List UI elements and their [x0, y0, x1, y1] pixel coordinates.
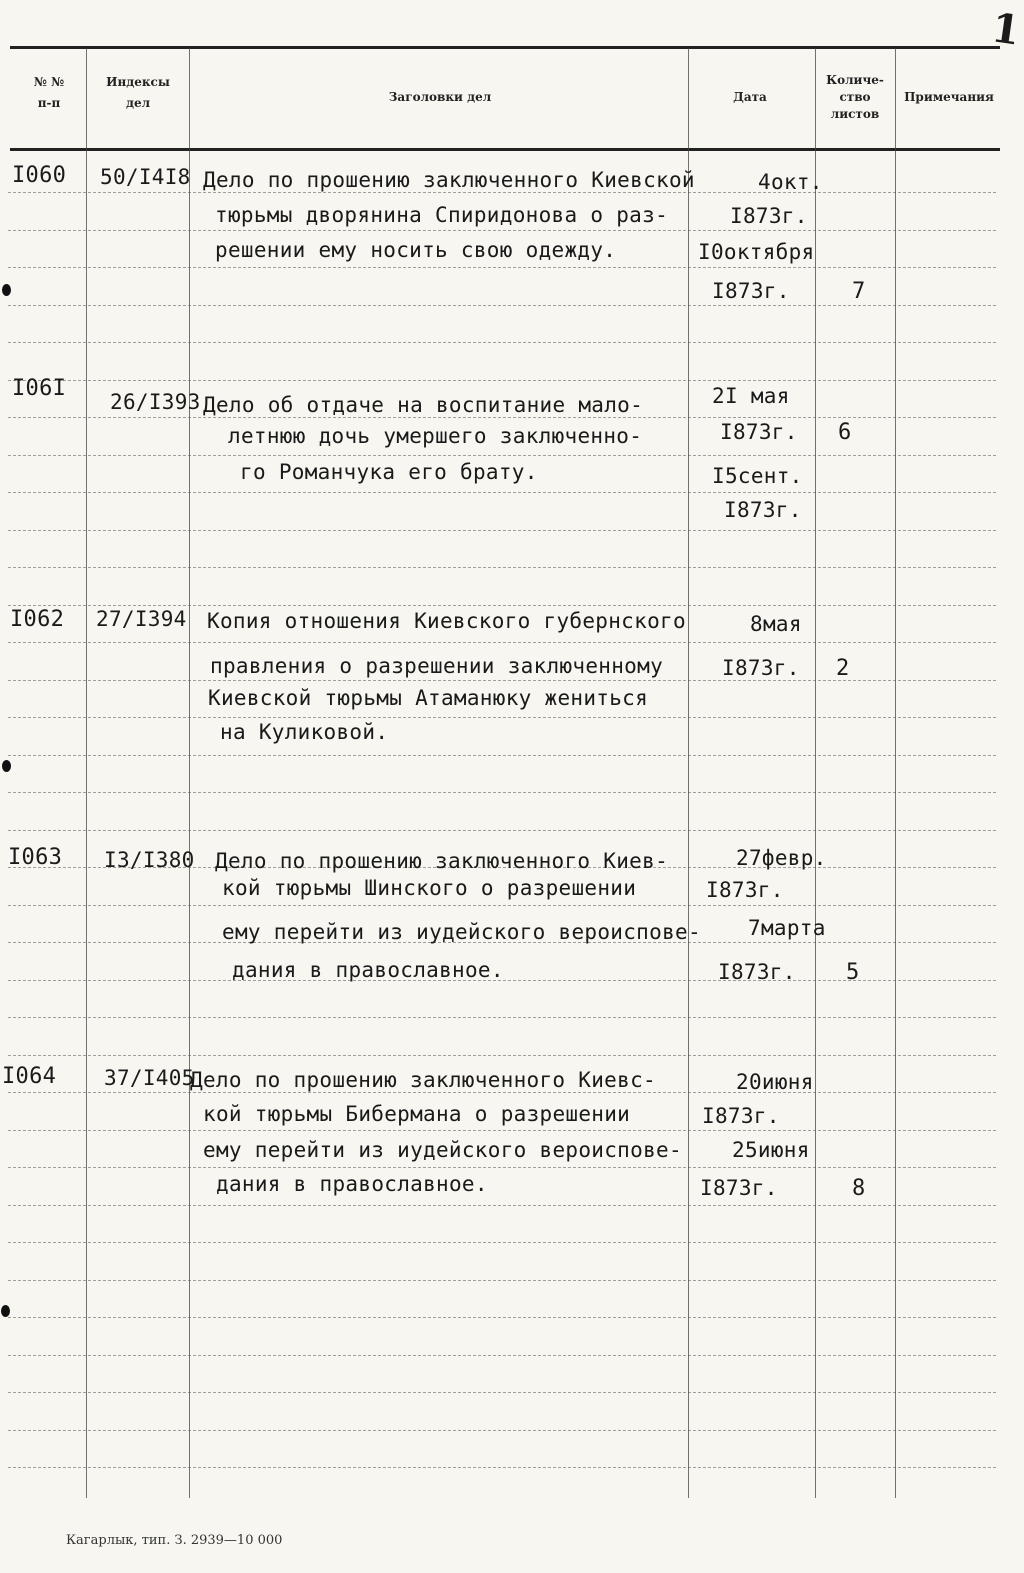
record-title-line: ему перейти из иудейского вероиспове- [203, 1138, 682, 1162]
record-num: I06I [12, 376, 67, 401]
record-index: 37/I405 [104, 1066, 195, 1090]
record-index: 26/I393 [110, 390, 201, 414]
printer-imprint: Кагарлык, тип. З. 2939—10 000 [66, 1533, 283, 1548]
ruled-line [8, 1317, 996, 1318]
record-title-line: Дело по прошению заключенного Киевс- [190, 1068, 656, 1092]
record-date-line: I0октября [698, 240, 815, 264]
record-date-line: I873г. [722, 656, 800, 680]
record-date-line: I5сент. [712, 464, 803, 488]
ruled-line [8, 717, 996, 718]
ruled-line [8, 1092, 996, 1093]
record-title-line: Копия отношения Киевского губернского [207, 609, 686, 633]
ruled-line [8, 492, 996, 493]
ruled-line [8, 455, 996, 456]
header-notes: Примечания [904, 90, 994, 104]
record-title-line: летнюю дочь умершего заключенно- [228, 424, 643, 448]
punch-hole-mark [1, 1305, 10, 1317]
record-title-line: Киевской тюрьмы Атаманюку жениться [208, 686, 649, 710]
header-top-rule [10, 46, 1000, 49]
record-title-line: го Романчука его брату. [240, 460, 538, 484]
ruled-line [8, 417, 996, 418]
ruled-line [8, 1167, 996, 1168]
ruled-line [8, 605, 996, 606]
ruled-line [8, 530, 996, 531]
record-date-line: 8мая [750, 612, 802, 636]
ruled-line [8, 642, 996, 643]
header-num: № № п-п [33, 75, 65, 110]
ruled-line [8, 1355, 996, 1356]
record-title-line: Дело по прошению заключенного Киевской [203, 168, 695, 192]
record-date-line: I873г. [700, 1176, 778, 1200]
record-date-line: I873г. [706, 878, 784, 902]
ruled-line [8, 755, 996, 756]
header-index: Индексы дел [106, 75, 170, 110]
record-date-line: I873г. [724, 498, 802, 522]
punch-hole-mark [2, 284, 11, 296]
ruled-line [8, 380, 996, 381]
record-title-line: на Куликовой. [220, 720, 389, 744]
record-title-line: тюрьмы дворянина Спиридонова о раз- [215, 203, 669, 227]
ruled-line [8, 1242, 996, 1243]
record-date-line: 2I мая [712, 384, 790, 408]
ruled-line [8, 1392, 996, 1393]
record-title-line: ему перейти из иудейского вероиспове- [222, 920, 701, 944]
record-sheet-count: 5 [846, 960, 860, 985]
ruled-line [8, 792, 996, 793]
ruled-line [8, 230, 996, 231]
ruled-line [8, 1280, 996, 1281]
punch-hole-mark [2, 760, 11, 772]
record-sheet-count: 6 [838, 420, 852, 445]
record-date-line: 20июня [736, 1070, 814, 1094]
ruled-line [8, 192, 996, 193]
record-index: I3/I380 [104, 848, 195, 872]
record-date-line: I873г. [712, 279, 790, 303]
header-bottom-rule [10, 148, 1000, 151]
ruled-line [8, 1130, 996, 1131]
header-date: Дата [733, 90, 767, 104]
record-title-line: Дело по прошению заключенного Киев- [215, 849, 669, 873]
record-date-line: 4окт. [758, 170, 823, 194]
record-date-line: I873г. [718, 960, 796, 984]
record-title-line: правления о разрешении заключенному [210, 654, 664, 678]
record-num: I064 [2, 1064, 57, 1089]
record-title-line: Дело об отдаче на воспитание мало- [203, 393, 644, 417]
record-date-line: 27февр. [736, 846, 827, 870]
record-num: I062 [10, 607, 65, 632]
ruled-line [8, 1467, 996, 1468]
record-date-line: 7марта [748, 916, 826, 940]
record-title-line: дания в православное. [216, 1172, 488, 1196]
record-date-line: I873г. [720, 420, 798, 444]
record-num: I063 [8, 845, 63, 870]
record-sheet-count: 8 [852, 1176, 866, 1201]
record-title-line: дания в православное. [232, 958, 504, 982]
ruled-line [8, 267, 996, 268]
record-title-line: кой тюрьмы Шинского о разрешении [222, 876, 637, 900]
header-count: Количе- ство листов [826, 73, 884, 121]
record-index: 50/I4I8 [100, 165, 191, 189]
ruled-line [8, 1017, 996, 1018]
header-titles: Заголовки дел [388, 90, 492, 104]
ruled-line [8, 567, 996, 568]
ruled-line [8, 1430, 996, 1431]
record-date-line: I873г. [730, 204, 808, 228]
record-num: I060 [12, 163, 67, 188]
record-sheet-count: 2 [836, 656, 850, 681]
record-sheet-count: 7 [852, 279, 866, 304]
ruled-line [8, 830, 996, 831]
ruled-line [8, 342, 996, 343]
page-number-mark: 1 [988, 4, 1023, 55]
record-title-line: решении ему носить свою одежду. [215, 238, 617, 262]
ruled-line [8, 905, 996, 906]
ruled-line [8, 305, 996, 306]
record-index: 27/I394 [96, 607, 187, 631]
record-title-line: кой тюрьмы Бибермана о разрешении [203, 1102, 631, 1126]
record-date-line: I873г. [702, 1104, 780, 1128]
ruled-line [8, 1205, 996, 1206]
record-date-line: 25июня [732, 1138, 810, 1162]
ruled-line [8, 1055, 996, 1056]
